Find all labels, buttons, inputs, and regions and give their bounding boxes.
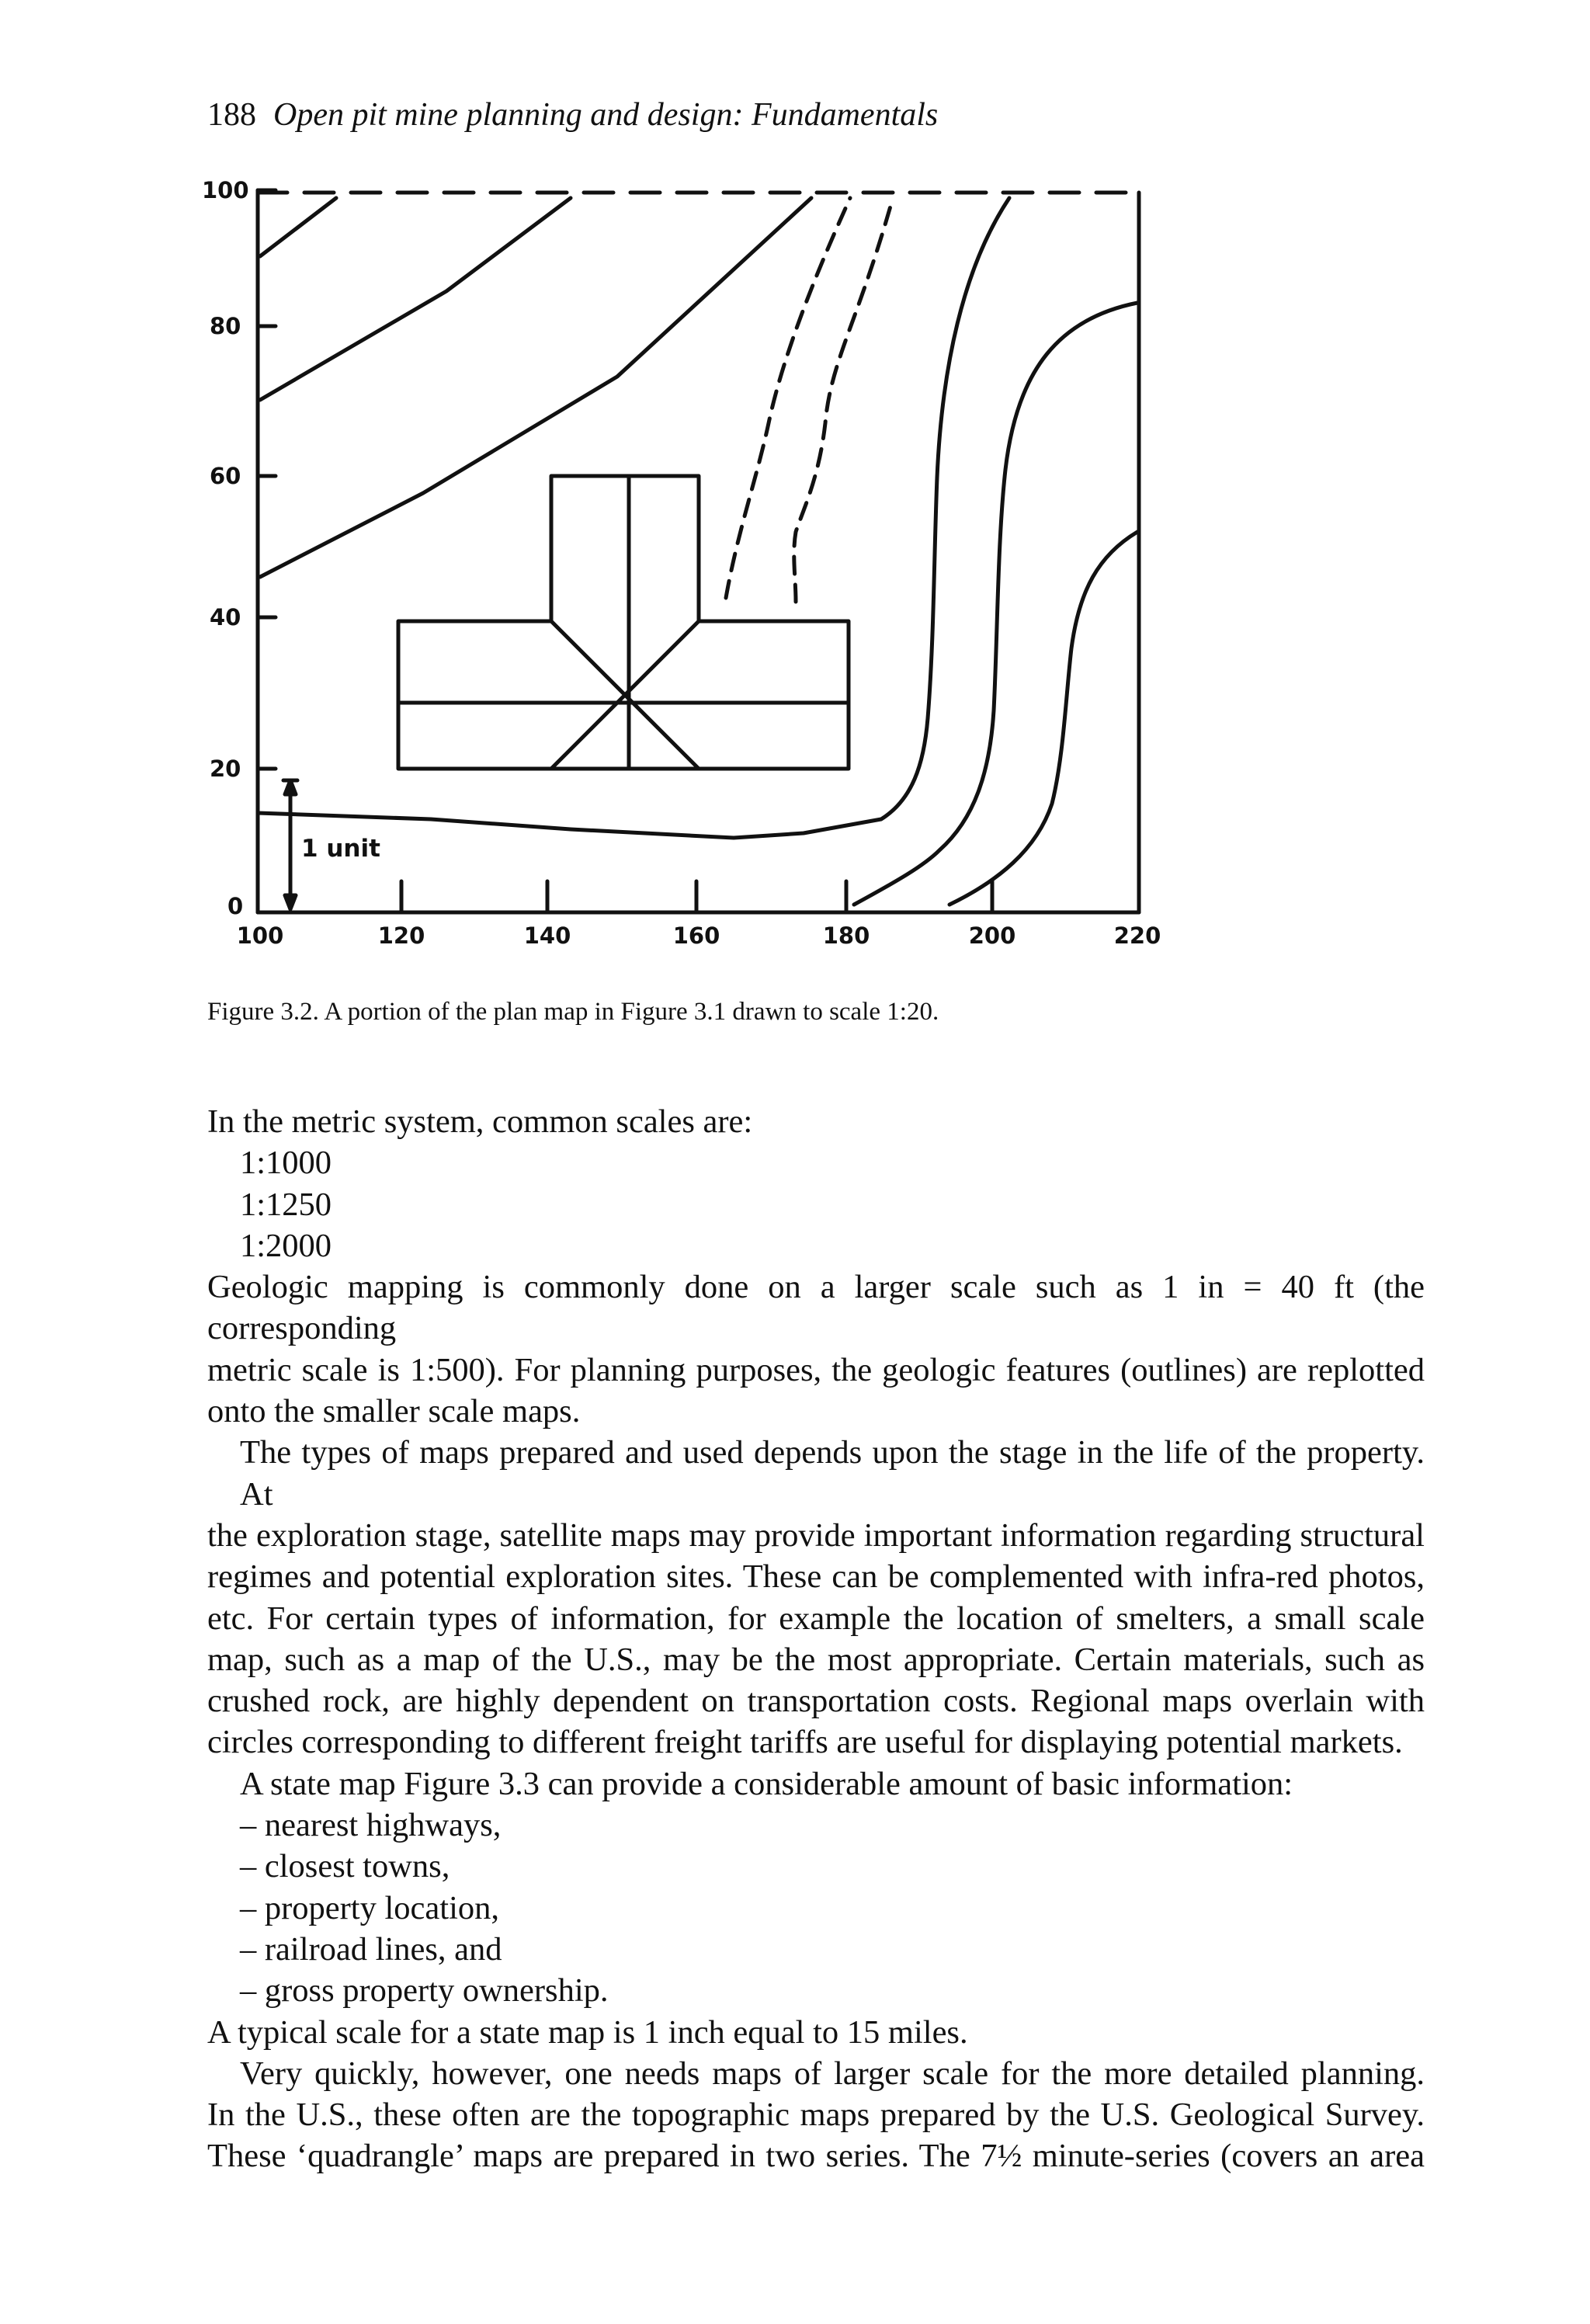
- contour-line: [854, 303, 1137, 905]
- book-title-main: Open pit mine planning and design: [273, 97, 733, 133]
- book-title-sub: : Fundamentals: [732, 97, 939, 133]
- plan-map-drawing: [198, 167, 1176, 971]
- contour-line: [949, 532, 1137, 905]
- paragraph-line: onto the smaller scale maps.: [207, 1393, 581, 1430]
- scale-item: 1:2000: [240, 1227, 332, 1264]
- x-tick-label: 200: [968, 922, 1016, 949]
- y-tick-label: 20: [210, 756, 241, 782]
- unit-label: 1 unit: [301, 835, 380, 863]
- y-tick-label: 0: [227, 893, 244, 919]
- bullet-item: – closest towns,: [240, 1848, 450, 1885]
- paragraph-line: regimes and potential exploration sites. These can be complemented with infra-red photos,: [207, 1558, 1425, 1596]
- bullet-item: – property location,: [240, 1889, 500, 1926]
- paragraph-line: In the U.S., these often are the topographic maps prepared by the U.S. Geological Survey.: [207, 2096, 1425, 2134]
- x-tick-label: 120: [377, 922, 425, 949]
- x-tick-label: 180: [822, 922, 870, 949]
- book-title: [273, 97, 938, 133]
- unit-arrow-up: [285, 780, 296, 794]
- y-tick-label: 40: [210, 604, 241, 631]
- dashed-contour-line: [794, 198, 893, 602]
- y-tick-label: 80: [210, 313, 241, 339]
- y-tick-label: 100: [202, 177, 249, 203]
- paragraph-line: the exploration stage, satellite maps may provide important information regarding structural: [207, 1516, 1425, 1554]
- y-tick-label: 60: [210, 463, 241, 489]
- body-text: [207, 1101, 1425, 2177]
- paragraph-line: metric scale is 1:500). For planning purposes, the geologic features (outlines) are replotted: [207, 1351, 1425, 1388]
- x-tick-label: 100: [236, 922, 284, 949]
- paragraph-line: A typical scale for a state map is 1 inch equal to 15 miles.: [207, 2013, 968, 2051]
- contour-line: [260, 198, 336, 256]
- paragraph-line: A state map Figure 3.3 can provide a considerable amount of basic information:: [240, 1765, 1293, 1802]
- scale-item: 1:1000: [240, 1145, 332, 1182]
- bullet-item: – gross property ownership.: [240, 1972, 609, 2010]
- intro-line: In the metric system, common scales are:: [207, 1103, 753, 1140]
- plan-map-figure: [198, 167, 1176, 971]
- paragraph-line: circles corresponding to different freight tariffs are useful for displaying potential markets.: [207, 1724, 1403, 1761]
- unit-arrow-down: [285, 895, 296, 909]
- paragraph-line: etc. For certain types of information, for example the location of smelters, a small scale: [207, 1600, 1425, 1637]
- figure-caption: Figure 3.2. A portion of the plan map in Figure 3.1 drawn to scale 1:20.: [207, 998, 939, 1026]
- paragraph-line: crushed rock, are highly dependent on transportation costs. Regional maps overlain with: [207, 1683, 1425, 1720]
- contour-line: [258, 198, 1009, 838]
- running-header: [207, 95, 938, 135]
- paragraph-line: Very quickly, however, one needs maps of larger scale for the more detailed planning.: [240, 2055, 1425, 2092]
- contour-line: [260, 198, 811, 577]
- pit-outline: [398, 476, 849, 769]
- paragraph-line: These ‘quadrangle’ maps are prepared in two series. The 7½ minute-series (covers an area: [207, 2138, 1425, 2175]
- paragraph-line: map, such as a map of the U.S., may be the most appropriate. Certain materials, such as: [207, 1641, 1425, 1678]
- page-number: 188: [207, 97, 256, 133]
- contour-line: [260, 198, 571, 400]
- x-tick-label: 220: [1113, 922, 1161, 949]
- paragraph-line: Geologic mapping is commonly done on a larger scale such as 1 in = 40 ft (the corresponding: [207, 1269, 1425, 1347]
- scale-item: 1:1250: [240, 1186, 332, 1223]
- bullet-item: – nearest highways,: [240, 1807, 502, 1844]
- x-tick-label: 140: [523, 922, 571, 949]
- paragraph-line: The types of maps prepared and used depends upon the stage in the life of the property. At: [240, 1434, 1425, 1513]
- bullet-item: – railroad lines, and: [240, 1930, 502, 1968]
- x-tick-label: 160: [672, 922, 720, 949]
